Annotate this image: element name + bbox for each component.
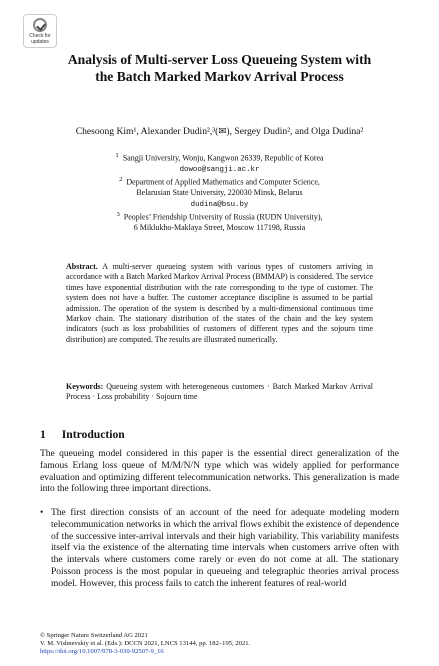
section-title: Introduction: [61, 428, 125, 441]
paper-title: Analysis of Multi-server Loss Queueing System with the Batch Marked Markov Arrival Process: [67, 52, 372, 84]
section-heading: [40, 428, 141, 441]
abstract-text: A multi-server queueing system with various types of customers arriving in accordance with a Batch Marked Markov Arrival Process (BMMAP) is considered. The service times have exponential distribution with the rate corresponding to the type of customer. The system does not have a buffer. The customer acceptance discipline is assumed to be partial admission. The operation of the system is described by a multi-dimensional continuous time Markov chain. The stationary distribution of the states of the chain and the key system indicators (such as loss probabilities of customers of different types and the sojourn time distribution) are computed. The results are illustrated numerically.: [66, 262, 374, 344]
bullet-icon: •: [40, 508, 44, 518]
intro-paragraph: The queueing model considered in this paper is the essential direct generalization of the famous Erlang loss queue of M/M/N/N type which was widely applied for performance evaluation and optimizing different telecommunication networks. This generalization is made into the following three important directions.: [40, 449, 399, 495]
author-list: Chesoong Kim¹, Alexander Dudin²,³(✉), Sergey Dudin², and Olga Dudina²: [75, 126, 364, 137]
email-2[interactable]: dudina@bsu.by: [190, 200, 249, 209]
affiliations: [40, 151, 399, 233]
footer: [40, 632, 399, 656]
section-number: 1: [40, 428, 46, 441]
check-icon: [33, 18, 47, 32]
affiliation-2: $^2$ Department of Applied Mathematics and Computer Science, Belarusian State University, 220030 Minsk, Belarus dudina@bsu.by: [119, 176, 320, 209]
check-for-updates-badge[interactable]: [23, 14, 57, 48]
bullet-item: [40, 508, 399, 591]
badge-line1: Check for: [29, 33, 51, 39]
doi-link[interactable]: https://doi.org/10.1007/978-3-030-92507-9_16: [40, 648, 164, 655]
keywords-label: Keywords:: [66, 382, 104, 391]
bullet-text: The first direction consists of an account of the need for adequate modeling modern telecommunication networks in which the arrival flows exhibit the existence of dependence of the successive inter-arrival intervals and their high variability. This variability manifests itself via the existence of the alternating time intervals when customers arrive often with the intervals where customers come rarely or even do not come at all. The stationary Poisson process is the most popular in queueing and telegraphic theories arrival process model. However, this process fails to catch the inherent features of real-world: [51, 508, 399, 589]
keywords-text: Queueing system with heterogeneous customers · Batch Marked Markov Arrival Process · Loss probability · Sojourn time: [66, 382, 373, 402]
copyright-line: © Springer Nature Switzerland AG 2021: [40, 632, 148, 639]
affiliation-1: $^1$ Sangji University, Wonju, Kangwon 26339, Republic of Korea dowoo@sangji.ac.kr: [115, 152, 324, 174]
badge-line2: updates: [31, 39, 49, 45]
citation-line: V. M. Vishnevskiy et al. (Eds.): DCCN 2021, LNCS 13144, pp. 182–195, 2021.: [40, 640, 251, 647]
keywords: [66, 382, 373, 403]
abstract: [66, 262, 373, 345]
email-1[interactable]: dowoo@sangji.ac.kr: [179, 165, 260, 174]
affiliation-3: $^3$ Peoples’ Friendship University of Russia (RUDN University), 6 Miklukho-Maklaya Street, Moscow 117198, Russia: [116, 210, 323, 232]
abstract-label: Abstract.: [66, 262, 98, 271]
